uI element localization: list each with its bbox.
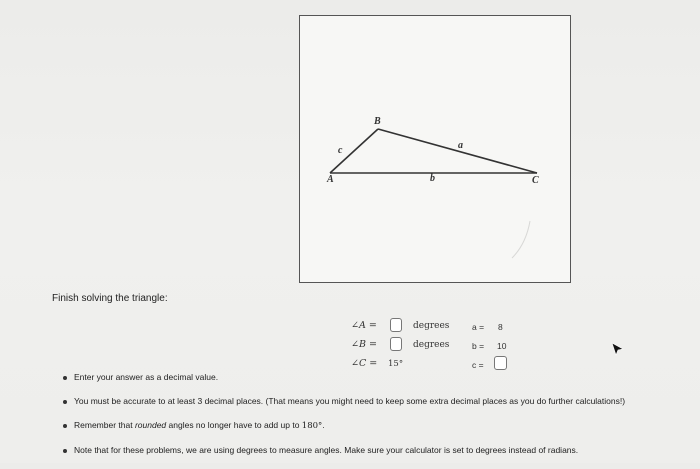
instruction-text: Note that for these problems, we are using degrees to measure angles. Make sure your calculator is set to degrees instead of radians. — [74, 445, 579, 455]
instruction-text: You must be accurate to at least 3 decimal places. (That means you might need to keep some extra decimal places as you do further calculations!) — [74, 396, 626, 406]
instruction-item — [60, 445, 625, 456]
angle-b-equals: = — [368, 339, 377, 350]
angle-a-symbol: ∠A — [351, 320, 366, 331]
angle-b-unit: degrees — [413, 340, 450, 350]
faint-arc — [512, 221, 530, 258]
instruction-item — [60, 420, 625, 432]
instruction-text: angles no longer have to add up to — [166, 420, 302, 430]
angle-b-symbol: ∠B — [351, 339, 366, 350]
side-a-label: a — [458, 140, 463, 151]
side-a-value: 8 — [498, 322, 503, 332]
side-c-input[interactable] — [494, 356, 507, 370]
angle-a-equals: = — [368, 320, 377, 331]
cursor-arrow-icon — [611, 342, 625, 356]
side-b-label: b — [430, 173, 435, 184]
instruction-math: 180° — [301, 421, 323, 431]
side-c-label: c — [338, 145, 343, 156]
instruction-item — [60, 396, 625, 407]
angle-a-input[interactable] — [390, 318, 402, 332]
angle-b-input[interactable] — [390, 337, 402, 351]
instruction-text: Remember that — [74, 420, 135, 430]
angle-a-unit: degrees — [413, 321, 450, 331]
triangle-figure — [299, 15, 571, 283]
instruction-item — [60, 372, 625, 383]
angle-b-label — [351, 339, 377, 350]
instruction-text: Enter your answer as a decimal value. — [74, 372, 219, 382]
angle-c-value: 15° — [388, 359, 404, 369]
angle-c-symbol: ∠C — [351, 358, 367, 369]
vertex-c-label: C — [532, 175, 539, 186]
side-a-line — [378, 129, 537, 173]
vertex-a-label: A — [327, 174, 334, 185]
side-b-value: 10 — [497, 341, 507, 351]
side-a-row-label: a = — [472, 322, 485, 332]
angle-c-label — [351, 358, 377, 369]
vertex-b-label: B — [374, 116, 381, 127]
angle-a-label — [351, 320, 377, 331]
problem-prompt: Finish solving the triangle: — [52, 293, 168, 304]
instruction-text: . — [322, 420, 325, 430]
angle-c-equals: = — [369, 358, 378, 369]
instruction-emphasis: rounded — [134, 420, 167, 430]
side-c-row-label: c = — [472, 360, 484, 370]
side-b-row-label: b = — [472, 341, 485, 351]
instructions-list — [60, 372, 625, 469]
